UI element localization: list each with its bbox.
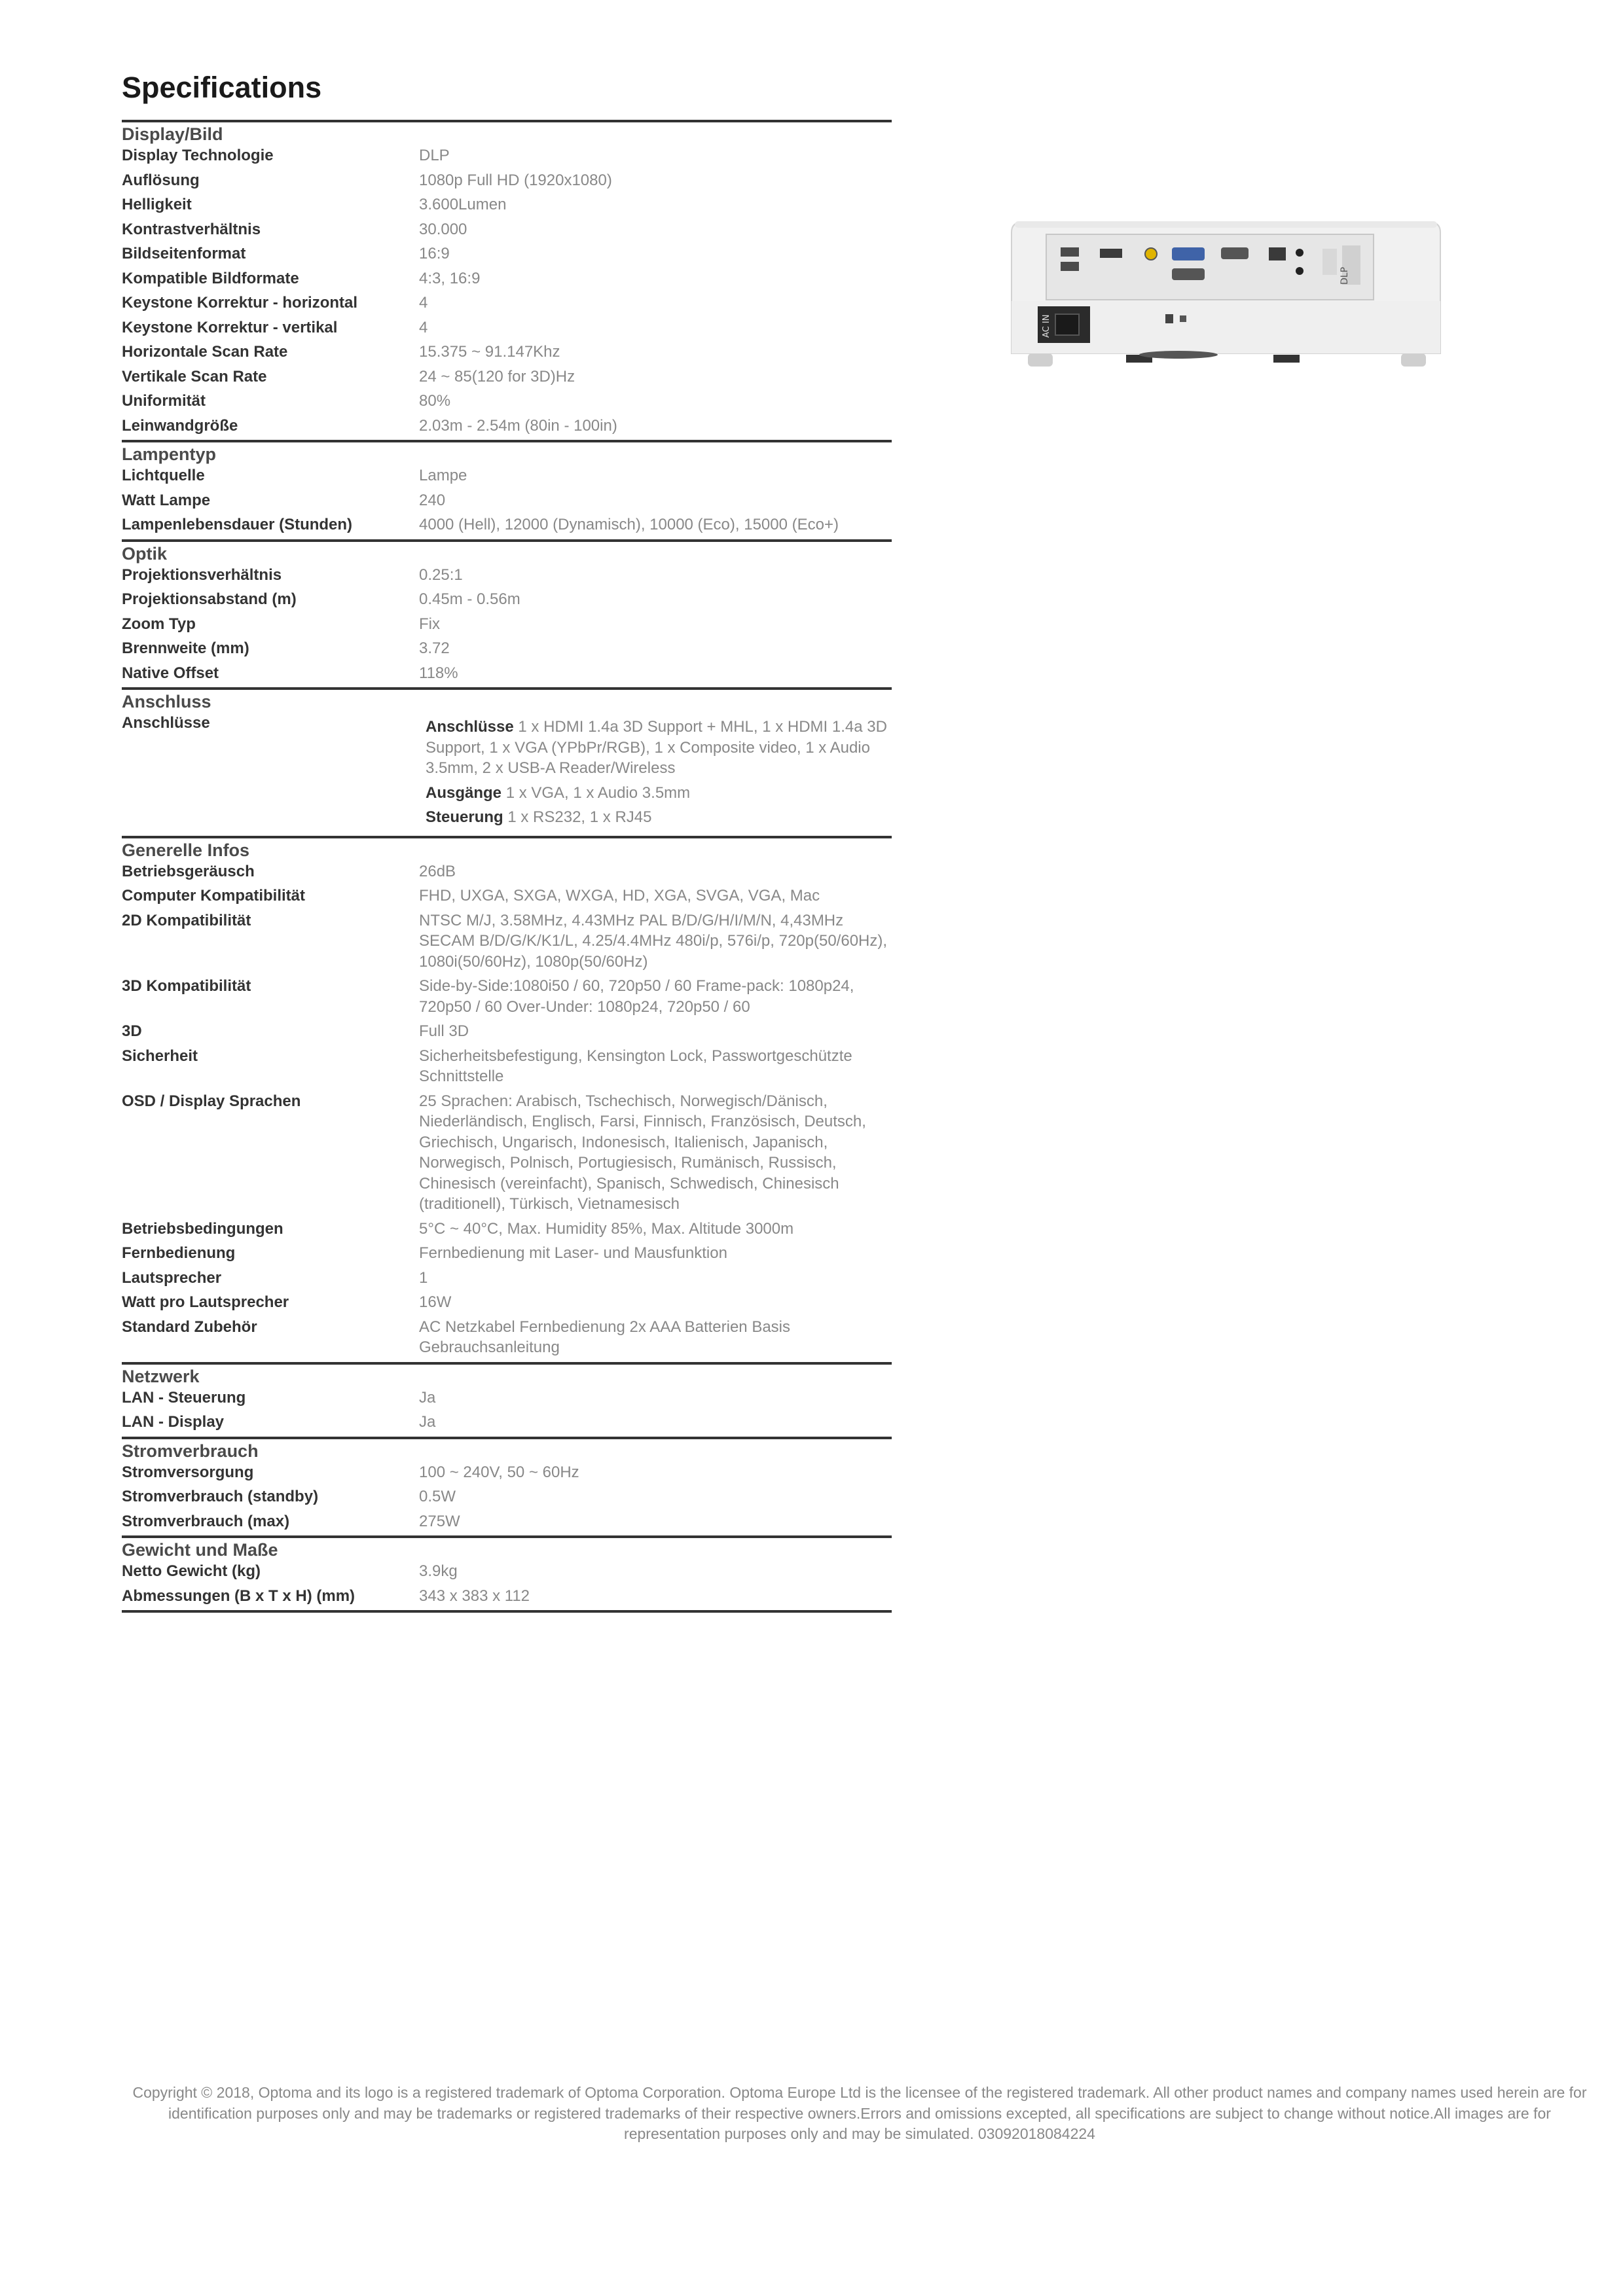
connection-text: 1 x VGA, 1 x Audio 3.5mm xyxy=(505,783,691,802)
spec-row xyxy=(122,514,892,535)
connection-text: 1 x HDMI 1.4a 3D Support + MHL, 1 x HDMI 1.4a 3D Support, 1 x VGA (YPbPr/RGB), 1 x Composite video, 1 x Audio 3.5mm, 2 x USB-A Reader/Wireless xyxy=(426,718,887,777)
spec-section xyxy=(122,539,892,684)
spec-label: Vertikale Scan Rate xyxy=(122,367,267,386)
spec-row xyxy=(122,194,892,215)
spec-table xyxy=(122,120,892,1613)
spec-label: Keystone Korrektur - horizontal xyxy=(122,294,358,312)
spec-row xyxy=(122,886,892,906)
spec-value: 4000 (Hell), 12000 (Dynamisch), 10000 (Eco), 15000 (Eco+) xyxy=(419,516,839,533)
spec-value: Fix xyxy=(419,615,440,633)
spec-label: Lampenlebensdauer (Stunden) xyxy=(122,516,353,533)
section-title: Gewicht und Maße xyxy=(122,1540,278,1560)
ac-in-label: AC IN xyxy=(1042,314,1051,338)
spec-value: FHD, UXGA, SXGA, WXGA, HD, XGA, SVGA, VGA, Mac xyxy=(419,887,820,905)
spec-row xyxy=(122,268,892,289)
spec-value: 80% xyxy=(419,392,451,410)
spec-value: Sicherheitsbefestigung, Kensington Lock, Passwortgeschützte Schnittstelle xyxy=(419,1047,852,1085)
spec-label: Keystone Korrektur - vertikal xyxy=(122,318,338,336)
section-title: Optik xyxy=(122,543,168,564)
spec-label: OSD / Display Sprachen xyxy=(122,1092,301,1110)
projector-rear-view xyxy=(1008,209,1453,380)
spec-label: Horizontale Scan Rate xyxy=(122,343,288,361)
section-title: Lampentyp xyxy=(122,444,217,464)
spec-row xyxy=(122,490,892,511)
spec-row xyxy=(122,713,892,832)
section-title: Display/Bild xyxy=(122,124,223,144)
spec-label: 3D Kompatibilität xyxy=(122,977,251,995)
spec-row xyxy=(122,1021,892,1042)
spec-row xyxy=(122,1046,892,1087)
spec-value: 16:9 xyxy=(419,245,450,262)
spec-value: 24 ~ 85(120 for 3D)Hz xyxy=(419,367,575,386)
connection-key: Steuerung xyxy=(426,808,503,826)
spec-label: Lautsprecher xyxy=(122,1268,222,1287)
spec-value: Full 3D xyxy=(419,1022,469,1040)
connection-text: 1 x RS232, 1 x RJ45 xyxy=(507,808,652,826)
spec-value: NTSC M/J, 3.58MHz, 4.43MHz PAL B/D/G/H/I/M/N, 4,43MHz SECAM B/D/G/K/K1/L, 4.25/4.4MHz 480i/p, 576i/p, 720p(50/60Hz), 1080i(50/60Hz), 1080p(50/60Hz) xyxy=(419,911,888,971)
spec-value: 3.9kg xyxy=(419,1562,458,1580)
spec-row xyxy=(122,219,892,240)
spec-label: LAN - Display xyxy=(122,1413,225,1431)
spec-value: 0.45m - 0.56m xyxy=(419,590,520,608)
section-title: Stromverbrauch xyxy=(122,1441,259,1461)
spec-row xyxy=(122,391,892,412)
spec-row xyxy=(122,614,892,635)
spec-row xyxy=(122,976,892,1017)
spec-row xyxy=(122,861,892,882)
spec-label: LAN - Steuerung xyxy=(122,1388,246,1407)
spec-section xyxy=(122,687,892,832)
spec-label: Kompatible Bildformate xyxy=(122,269,299,287)
connection-key: Anschlüsse xyxy=(426,718,514,736)
spec-value: 1080p Full HD (1920x1080) xyxy=(419,171,612,189)
spec-value: 1 xyxy=(419,1268,428,1287)
spec-label: Projektionsverhältnis xyxy=(122,565,282,584)
spec-row xyxy=(122,1561,892,1582)
spec-section xyxy=(122,440,892,535)
spec-value: 4 xyxy=(419,294,428,312)
spec-label: Sicherheit xyxy=(122,1047,198,1065)
connection-line xyxy=(426,783,892,804)
spec-value: 275W xyxy=(419,1512,460,1530)
spec-value xyxy=(419,713,892,832)
spec-value: 5°C ~ 40°C, Max. Humidity 85%, Max. Altitude 3000m xyxy=(419,1219,794,1238)
spec-value: Fernbedienung mit Laser- und Mausfunktion xyxy=(419,1244,727,1262)
spec-row xyxy=(122,565,892,586)
spec-value: 3.72 xyxy=(419,639,450,657)
spec-label: Helligkeit xyxy=(122,196,192,213)
connection-line xyxy=(426,807,892,828)
projector-image xyxy=(1008,209,1453,383)
spec-row xyxy=(122,1412,892,1433)
spec-label: Netto Gewicht (kg) xyxy=(122,1562,261,1580)
spec-label: Watt pro Lautsprecher xyxy=(122,1293,289,1311)
spec-section xyxy=(122,1535,892,1613)
spec-value: 16W xyxy=(419,1293,452,1311)
spec-row xyxy=(122,1388,892,1408)
spec-value: 3.600Lumen xyxy=(419,196,507,213)
spec-label: Betriebsbedingungen xyxy=(122,1219,283,1238)
spec-section xyxy=(122,120,892,436)
section-title: Generelle Infos xyxy=(122,840,250,860)
spec-row xyxy=(122,416,892,437)
spec-label: Anschlüsse xyxy=(122,714,210,732)
spec-value: 343 x 383 x 112 xyxy=(419,1587,530,1605)
spec-row xyxy=(122,1486,892,1507)
spec-value: Ja xyxy=(419,1388,436,1407)
spec-label: Display Technologie xyxy=(122,147,274,164)
spec-section xyxy=(122,1362,892,1433)
spec-row xyxy=(122,1292,892,1313)
spec-label: Leinwandgröße xyxy=(122,416,238,435)
spec-value: 240 xyxy=(419,491,446,509)
spec-row xyxy=(122,1586,892,1607)
spec-value: 4:3, 16:9 xyxy=(419,269,481,287)
spec-value: Lampe xyxy=(419,467,467,484)
spec-row xyxy=(122,170,892,191)
spec-label: Native Offset xyxy=(122,664,219,682)
spec-value: 100 ~ 240V, 50 ~ 60Hz xyxy=(419,1463,579,1481)
spec-row xyxy=(122,1219,892,1240)
spec-row xyxy=(122,1268,892,1289)
spec-value: 0.25:1 xyxy=(419,565,463,584)
spec-label: 3D xyxy=(122,1022,142,1040)
spec-row xyxy=(122,293,892,314)
spec-label: Zoom Typ xyxy=(122,615,196,633)
spec-label: Uniformität xyxy=(122,392,206,410)
spec-value: Ja xyxy=(419,1413,436,1431)
spec-label: Computer Kompatibilität xyxy=(122,887,305,905)
spec-row xyxy=(122,910,892,973)
spec-row xyxy=(122,589,892,610)
spec-value: Side-by-Side:1080i50 / 60, 720p50 / 60 Frame-pack: 1080p24, 720p50 / 60 Over-Under: 1080p24, 720p50 / 60 xyxy=(419,977,854,1016)
spec-row xyxy=(122,1462,892,1483)
spec-label: 2D Kompatibilität xyxy=(122,911,251,929)
spec-row xyxy=(122,663,892,684)
spec-row xyxy=(122,1243,892,1264)
spec-row xyxy=(122,465,892,486)
footer-copyright: Copyright © 2018, Optoma and its logo is a registered trademark of Optoma Corporation. Optoma Europe Ltd is the licensee of the registered trademark. All other product names and company names used herein are for identification purposes only and may be trademarks or registered trademarks of their respective owners.Errors and omissions excepted, all specifications are subject to change without notice.All images are for representation purposes only and may be simulated. 03092018084224 xyxy=(132,2084,1587,2142)
spec-row xyxy=(122,638,892,659)
spec-label: Stromverbrauch (standby) xyxy=(122,1488,319,1505)
spec-row xyxy=(122,1317,892,1358)
spec-value: 4 xyxy=(419,318,428,336)
spec-label: Standard Zubehör xyxy=(122,1318,257,1336)
spec-row xyxy=(122,243,892,264)
spec-value: 26dB xyxy=(419,862,456,880)
dlp-logo: DLP xyxy=(1340,266,1350,285)
spec-row xyxy=(122,145,892,166)
connection-key: Ausgänge xyxy=(426,783,502,802)
spec-value: 15.375 ~ 91.147Khz xyxy=(419,343,560,361)
spec-row xyxy=(122,1091,892,1215)
spec-row xyxy=(122,367,892,387)
spec-row xyxy=(122,317,892,338)
section-title: Anschluss xyxy=(122,692,211,711)
spec-label: Abmessungen (B x T x H) (mm) xyxy=(122,1587,356,1605)
spec-label: Brennweite (mm) xyxy=(122,639,249,657)
spec-label: Bildseitenformat xyxy=(122,245,246,262)
spec-label: Watt Lampe xyxy=(122,491,211,509)
spec-label: Kontrastverhältnis xyxy=(122,220,261,238)
spec-label: Projektionsabstand (m) xyxy=(122,590,297,608)
spec-section xyxy=(122,836,892,1358)
spec-value: 0.5W xyxy=(419,1488,456,1505)
spec-row xyxy=(122,1511,892,1532)
spec-label: Stromverbrauch (max) xyxy=(122,1512,290,1530)
spec-label: Fernbedienung xyxy=(122,1244,236,1262)
spec-value: 2.03m - 2.54m (80in - 100in) xyxy=(419,416,617,435)
spec-label: Betriebsgeräusch xyxy=(122,862,255,880)
section-title: Netzwerk xyxy=(122,1366,200,1386)
connection-line xyxy=(426,717,892,779)
spec-value: 25 Sprachen: Arabisch, Tschechisch, Norwegisch/Dänisch, Niederländisch, Englisch, Farsi, Finnisch, Französisch, Deutsch, Griechisch, Ungarisch, Indonesisch, Italienisch, Japanisch, Norwegisch, Polnisch, Portugiesisch, Rumänisch, Russisch, Chinesisch (vereinfacht), Spanisch, Schwedisch, Chinesisch (traditionell), Türkisch, Vietnamesisch xyxy=(419,1092,866,1213)
spec-value: DLP xyxy=(419,147,450,164)
spec-row xyxy=(122,342,892,363)
spec-value: 118% xyxy=(419,664,458,682)
spec-label: Lichtquelle xyxy=(122,467,205,484)
spec-value: 30.000 xyxy=(419,220,467,238)
spec-label: Stromversorgung xyxy=(122,1463,254,1481)
spec-label: Auflösung xyxy=(122,171,200,189)
page-title: Specifications xyxy=(122,71,322,104)
spec-section xyxy=(122,1437,892,1532)
spec-value: AC Netzkabel Fernbedienung 2x AAA Batterien Basis Gebrauchsanleitung xyxy=(419,1318,790,1356)
